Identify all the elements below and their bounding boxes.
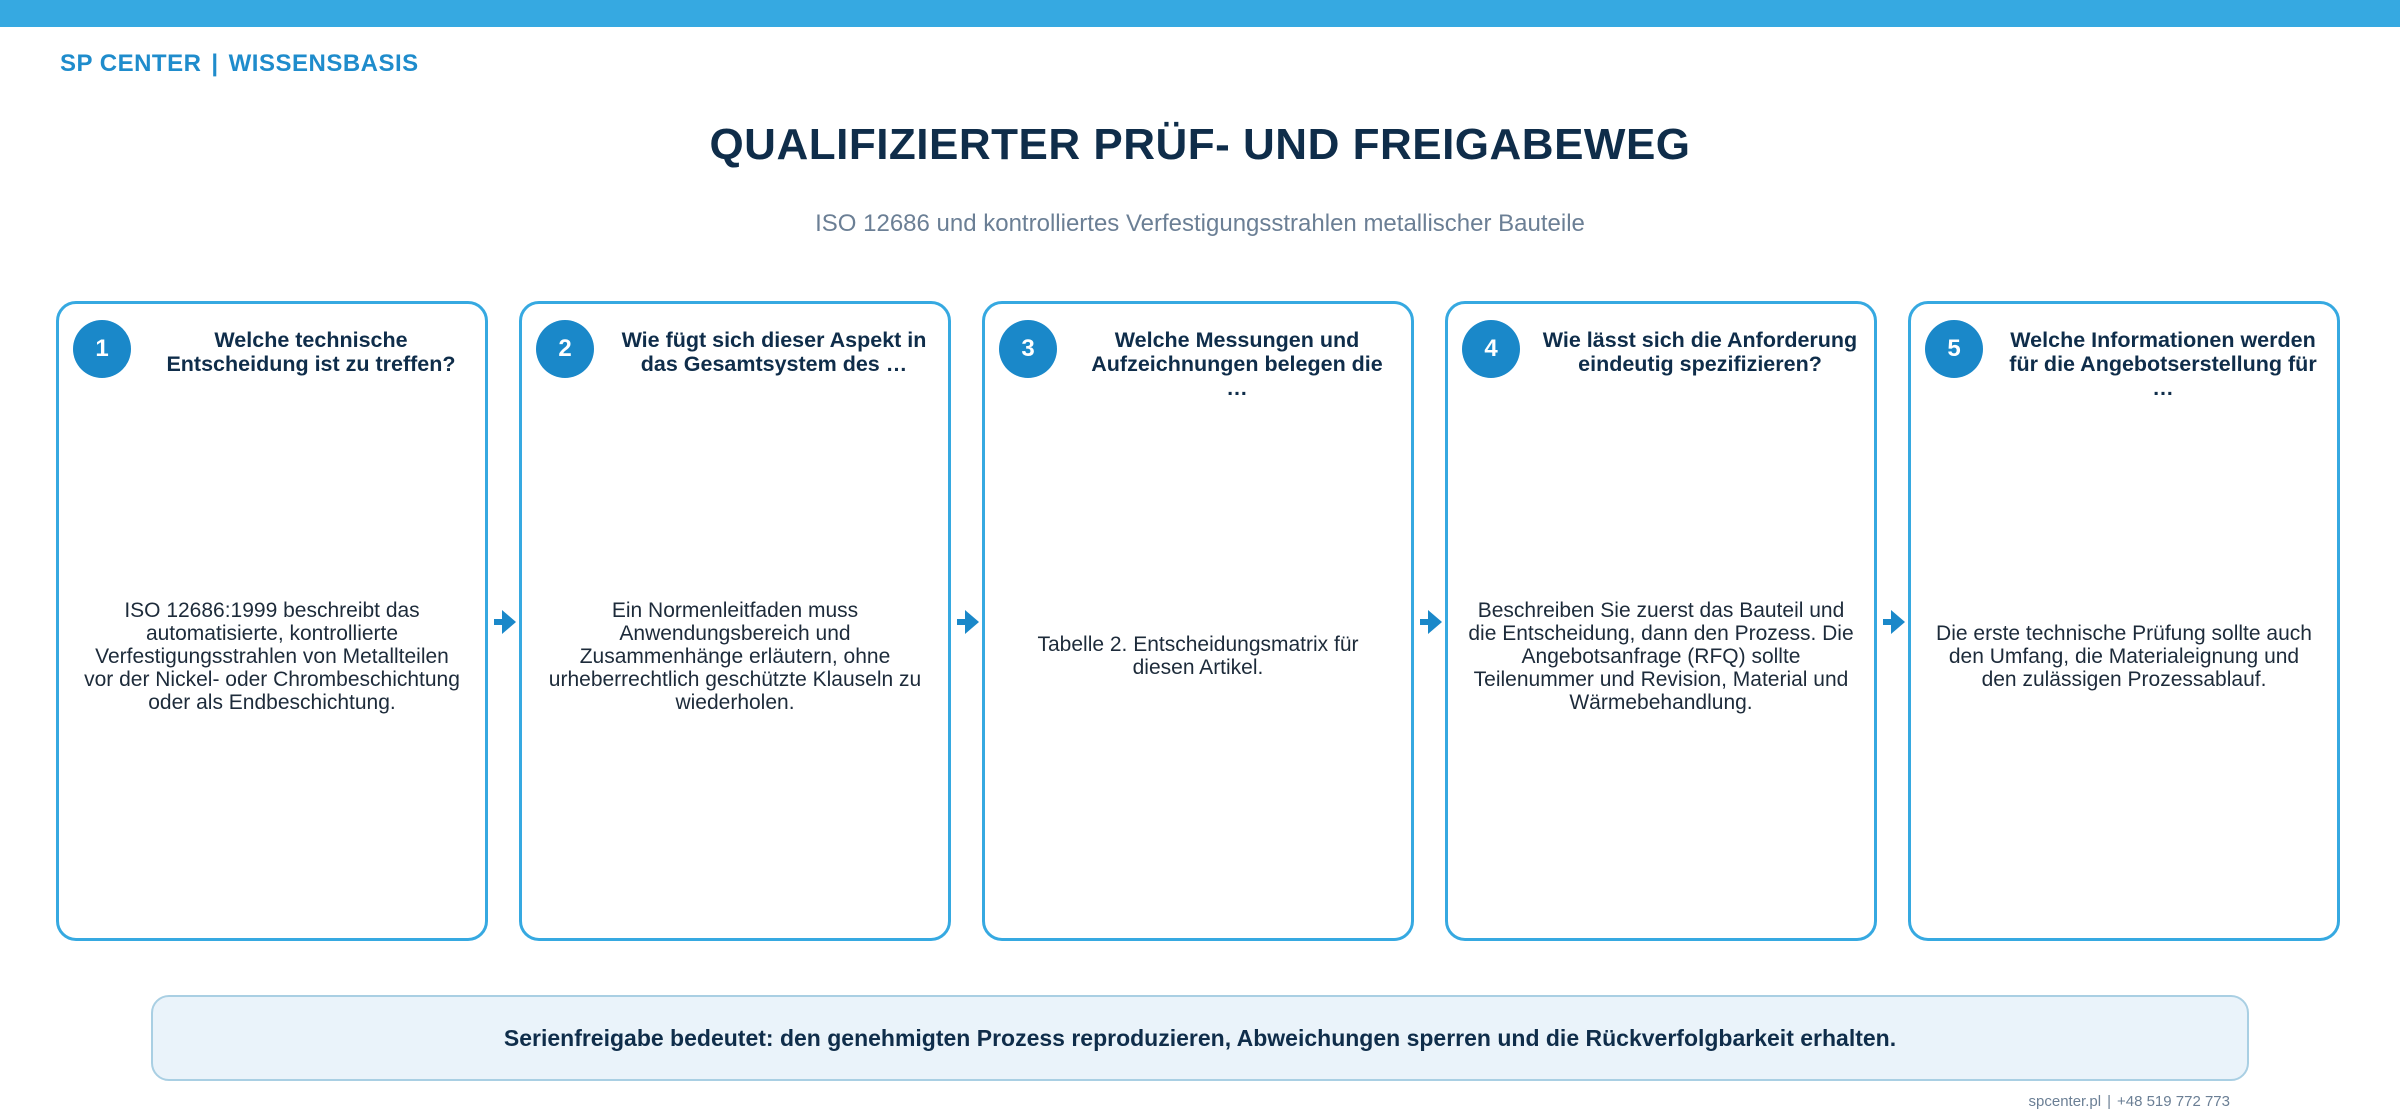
- website-text: spcenter.pl: [2028, 1093, 2102, 1110]
- step-body: ISO 12686:1999 beschreibt das automatisierte, kontrollierte Verfestigungsstrahlen von Metallteilen vor der Nickel- oder Chrombeschichtung oder als Endbeschichtung.: [84, 598, 460, 714]
- step-card-5: [1908, 301, 2340, 941]
- step-body: Beschreiben Sie zuerst das Bauteil und die Entscheidung, dann den Prozess. Die Angebotsanfrage (RFQ) sollte Teilenummer und Revision, Material und Wärmebehandlung.: [1468, 598, 1854, 714]
- phone-text: +48 519 772 773: [2116, 1093, 2230, 1110]
- step-number-badge: 2: [536, 320, 594, 378]
- arrow-right-icon: [1883, 610, 1905, 634]
- arrow-right-icon: [494, 610, 516, 634]
- step-question: Welche Informationen werden für die Angebotserstellung für …: [2009, 328, 2317, 400]
- step-question: Wie lässt sich die Anforderung eindeutig spezifizieren?: [1542, 328, 1858, 376]
- page-subtitle: ISO 12686 und kontrolliertes Verfestigungsstrahlen metallischer Bauteile: [815, 210, 1585, 237]
- arrow-right-icon: [957, 610, 979, 634]
- step-question: Welche technische Entscheidung ist zu treffen?: [166, 328, 456, 376]
- brand-name: SP CENTER: [60, 50, 202, 77]
- summary-banner: [151, 995, 2249, 1081]
- brand-section: WISSENSBASIS: [228, 50, 419, 77]
- step-body: Die erste technische Prüfung sollte auch den Umfang, die Materialeignung und den zulässigen Prozessablauf.: [1936, 621, 2312, 691]
- step-number-badge: 1: [73, 320, 131, 378]
- step-card-2: [519, 301, 951, 941]
- step-card-4: [1445, 301, 1877, 941]
- step-question: Wie fügt sich dieser Aspekt in das Gesamtsystem des …: [621, 328, 927, 376]
- step-body: Ein Normenleitfaden muss Anwendungsbereich und Zusammenhänge erläutern, ohne urheberrechtlich geschützte Klauseln zu wiederholen.: [548, 598, 922, 714]
- brand-separator: |: [211, 50, 219, 77]
- brand-header: [60, 50, 419, 78]
- top-accent-bar: [0, 0, 2400, 27]
- summary-text: Serienfreigabe bedeutet: den genehmigten Prozess reproduzieren, Abweichungen sperren und die Rückverfolgbarkeit erhalten.: [503, 1024, 1897, 1051]
- step-number-badge: 3: [999, 320, 1057, 378]
- step-question: Welche Messungen und Aufzeichnungen belegen die …: [1091, 328, 1383, 400]
- arrow-right-icon: [1420, 610, 1442, 634]
- step-body: Tabelle 2. Entscheidungsmatrix für diesen Artikel.: [1037, 633, 1359, 679]
- step-card-1: [56, 301, 488, 941]
- step-number-badge: 5: [1925, 320, 1983, 378]
- step-number-badge: 4: [1462, 320, 1520, 378]
- step-card-3: [982, 301, 1414, 941]
- contact-separator: |: [2107, 1093, 2111, 1110]
- page-title: QUALIFIZIERTER PRÜF- UND FREIGABEWEG: [709, 120, 1691, 169]
- contact-line: [2029, 1093, 2230, 1110]
